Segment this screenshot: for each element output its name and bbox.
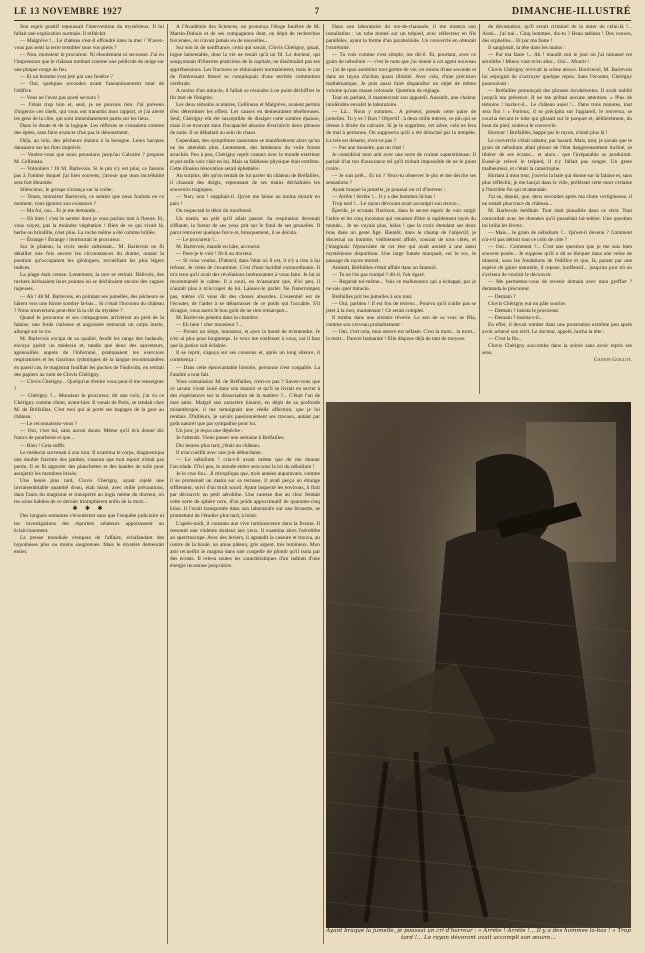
illustration-caption: Ayant braqué la jumelle, je poussai un cri d'horreur : « Arrête ! Arrête !... Il y a des hommes là-bas ! » Trop tard !... Le rayon dévorant avait accompli son œuvre... xyxy=(326,928,631,950)
article-paragraph: Le médecin survenait à son tour. Il examina le corps, diagnostiqua une double fracture des jambes, s'assura que tout espoir n'était pas perdu. Il se fit apporter des planchettes et des bandes de toile pour assujettir les membres brisés. xyxy=(14,449,164,477)
article-paragraph: Dans son laboratoire du rez-de-chaussée, il me montra son installation : un tube monté sur un trépied, avec réflecteur en fils parallèles, ayant la forme d'un parabolöide. Un couvercle en obturait l'extrémité. xyxy=(326,24,476,52)
article-paragraph: ✱ ✱ ✱ xyxy=(72,506,106,513)
article-paragraph: — Clovis Chérigny... Quelqu'un d'entre vous peut-il me renseigner ? xyxy=(14,378,164,392)
article-paragraph: — Tu vois comme c'est simple, me dit-il. Et, pourtant, avec ce grain de nébulium — c'est le nom que j'ai donné à cet agent nouveau — j'ai de quoi annihiler tout germe de vie, en moins d'une seconde et dans un rayon d'action quasi illimité. Avec cela, d'une précision mathématique. Je puis aussi faire disparaître un objet de même volume qu'une masse colossale. Question de réglage. xyxy=(326,52,476,94)
article-paragraph: M. Barlevois méditait. Tout était plausible dans ce récit. Tout concordait avec les données qu'il possédait lui-même. Une question lui brûla les lèvres : xyxy=(482,208,632,229)
article-paragraph: — Eh bien ! cher monsieur ?... xyxy=(176,321,243,328)
article-paragraph: Au surplus, dès qu'on tentait de lui parler du château de Bréfailles, il chassait des doigts, repoussant de ses mains déchaînées les souvenirs tragiques. xyxy=(170,172,320,194)
article-paragraph: A l'Académie des Sciences, un prononça l'éloge funèbre de M. Martin-Dubois et de ses compagnons dont, en dépit de recherches forcenées, on n'avait jamais eu de nouvelles... xyxy=(170,24,320,45)
article-paragraph: J'ai su, depuis, que, deux secondes après ma chute vertigineuse, il ne restait plus trace du château... xyxy=(482,194,632,208)
article-paragraph: — Oui, c'est lui, sans aucun doute. Même qu'il m'a donné dix francs de pourboire et que... xyxy=(14,428,164,442)
article-paragraph: — Dans cette épouvantable histoire, personne n'est coupable. La Fatalité a tout fait. xyxy=(170,364,320,378)
article-paragraph: — Si vous voulez. D'abord, dans l'état où il est, il n'y a rien à lui refuser. Je viens de l'examiner. C'est d'une lucidité extraordinaire. Il m'a tenu qu'il avait des révélations intéressantes à vous faire. Je lui ai recommandé le calme. Il a souri, en m'assurant que, d'ici peu, il n'aurait plus à m'occuper de lui. Laissez-le parler. Ne l'interrompez pas, même s'il vous dit des choses absurdes. L'essentiel est de l'écouter, de l'aider à se débarrasser de ce poids qui l'accable. S'il divague, vous aurez le bon goût de ne rien remarquer... xyxy=(170,258,320,314)
article-paragraph: — Pas une mouette, pas un chat ! xyxy=(332,144,405,151)
article-column-3 xyxy=(326,24,476,396)
article-paragraph: Quand le procureur et ses compagnons arrivèrent au pied de la falaise, une foule curieuse et angoissée entourait un corps inerte, allongé sur le roc. xyxy=(14,314,164,336)
article-paragraph: Je considérai mon ami avec une sorte de crainte superstitieuse. Il parlait d'un ton d'assurance tel qu'il m'était impossible de ne le point croire. xyxy=(326,151,476,172)
article-paragraph: — Bien ! Cela suffit. xyxy=(20,442,66,449)
article-paragraph: M. Barlevois pénétra dans la chambre. xyxy=(176,314,260,321)
article-paragraph: de dévastation, qu'il serait criminel de la doter de celui-là !... Ainsi... j'ai tué... Cinq hommes, dis-tu ? Beau tableau ! Des veuves, des orphelins... Et par ma faute ! xyxy=(482,24,632,45)
article-paragraph: Clovis Chérigny revivait la scène atroce. Boulversé, M. Barlevois lui enjoignit de s'octroyer quelque repos. Sans l'écouter, Chérigny poursuivait : xyxy=(482,66,632,87)
article-paragraph: — Par ma faute !... Ah ! maudit soit le jour où j'ai ramassé cet aérolithe ! Mieux vaut m'en aller... Oui... Mourir ! xyxy=(482,52,632,66)
column-rule xyxy=(479,24,480,394)
article-paragraph: Sur le plateau, la croix seule subsistait... M. Barlevois ne fit détailler une fois encore les circonstances du drame, notant la position qu'occupaient les géologues, recueillant les plus légers indices. xyxy=(14,243,164,272)
article-paragraph: La plage était creuse. Lentement, la mer se retirait. Délivrés, des rochers hérissaient leurs pointes où se déchiraient encore des vagues rageuses. xyxy=(14,272,164,293)
article-paragraph: On respectait le désir du moribond. xyxy=(176,208,253,215)
newspaper-page xyxy=(14,6,631,946)
article-paragraph: La presse mondiale s'empara de l'affaire, échafaudant des hypothèses plus ou moins saugrenues. Mais le mystère demeurait entier. xyxy=(14,534,164,555)
article-paragraph: Hurlant à mon tour, j'ouvris la baie qui donne sur la falaise et, sans plus réfléchir, je me lançai dans le vide, préférant cette mort certaine à l'horrible fin qui m'attendait. xyxy=(482,172,632,194)
article-paragraph: — Volontiers ! fit M. Barlevois. Si le pin n'y est plus, ce faisons pas à l'ombre duquel j'ai bien souvent, j'avoue que mon incrédulité sera fort ébranlée. xyxy=(14,165,164,187)
article-paragraph: — Ah ! dit M. Barlevois, en pointant ses jumelles, des pêcheurs se hâtent vers une forme sombre là-bas... Si c'était l'inconnu du château ? Nous trouverions peut-être là la clé du mystère ? xyxy=(14,293,164,314)
article-paragraph: — Chérigny ?... Monsieur le procureur, dit une voix, j'ai vu ce Chérigny comme client, avant-hier. Il venait de Paris, se rendait chez M. de Bréfailles. C'est moi qui ai porté ses bagages de la gare au château. xyxy=(14,392,164,421)
column-rule xyxy=(167,24,168,944)
article-column-2 xyxy=(170,24,320,944)
article-paragraph: Dans le doute et de la logique. Les réflexes se croisaient comme des épées, sans faire avancer d'un pas le dénouement. xyxy=(14,123,164,137)
article-paragraph: Il se reprit, s'apaya sur ses coussins et, après un long silence, il commença : xyxy=(170,350,320,364)
article-paragraph: Clovis Chérigny succomba dans la soirée sans avoir repris ses sens. xyxy=(482,343,632,357)
article-paragraph: — Oui, quelques secondes avant l'anéantissement total de l'édifice. xyxy=(14,80,164,94)
article-paragraph: — Pure-je le voir ! fit-il au docteur. xyxy=(176,251,253,257)
issue-date: LE 13 NOVEMBRE 1927 xyxy=(14,6,123,16)
article-column-1 xyxy=(14,24,164,944)
article-paragraph: Je le crus fou... Il m'expliqua que, trois années auparavant, comme il se promenait un matin sur sa terrasse, il avait perçu un étrange sifflement, suivi d'un bruit sourd. Ayant inspecté les environs, il finit par découvrir un petit aérolithe. Une caresse due au choc fendait cette sorte de sphère ocre, d'un poids approximatif de quarante-cinq kilos. Il l'avait transportée dans son laboratoire sur une brouette, se promettant de l'étudier plus tard, à loisir. xyxy=(170,470,320,520)
article-paragraph: — Prenez un siège, monsieur, et ayez la bonté de m'entendre. Je n'en ai plus pour longtemps. Je veux me confesser à vous, car il faut que la justice soit éclairée. xyxy=(170,329,320,350)
article-paragraph: Je t'attends. Viens passer une semaine à Bréfailles. xyxy=(176,435,285,442)
article-paragraph: — Regarde toi-même... Vois ce malheureux qui a échappé, par je ne sais quel miracle. xyxy=(326,279,476,293)
article-paragraph: — Non, non ! suppliait-il. Qu'on me laisse au moins mourir en paix ! xyxy=(170,194,320,208)
article-paragraph: Anéanti, Bréfailles s'était affalé dans un fauteuil. xyxy=(332,265,438,272)
article-paragraph: Déjà, au loin, des pêcheurs étaient à la besogne. Leurs barques dansaient sur les flots imprécis. xyxy=(14,137,164,151)
article-paragraph: Un matin, un prêt qu'il allait passer. Sa respiration devenait sifflante, la fureur de ses yeux prit sur le fond de ses prunelles. Il parut retrouver quelque force et, brusquement, il se décida. xyxy=(170,215,320,236)
article-paragraph: M. Barlevois, mandé en hâte, accourut. xyxy=(176,243,261,250)
article-paragraph: Trop tard !... Le rayon dévorant avait accompli son œuvre... xyxy=(332,201,461,208)
page-header xyxy=(14,6,631,21)
article-paragraph: — Malgrève !... Le château s'est-il effondré dans la mer ? N'avez-vous pas senti la terre trembler sous vos pieds ? xyxy=(14,38,164,52)
article-paragraph: — Non, monsieur le procureur. Ni éboulement ni secousse. J'ai eu l'impression que le château tombait comme une pellicule de neige sur une plaque rouge au feu. xyxy=(14,52,164,73)
article-paragraph: — Demain ? insista-t-il... xyxy=(488,314,543,321)
article-paragraph: Tout en parlant, il manœuvrait son appareil. Aussitôt, une chaleur intolérable envahit le laboratoire. xyxy=(326,94,476,109)
article-paragraph: — C'est la fin... xyxy=(488,336,522,343)
article-paragraph: Des longues semaines s'écoulèrent sans que l'enquête judiciaire ni les investigations des reporters zélateurs apportassent un éclaircissement. xyxy=(14,513,164,534)
article-paragraph: — Je suis prêt... Et toi ? Veux-tu observer le pin et me décrire tes sensations ? xyxy=(326,172,476,187)
page-number: 7 xyxy=(314,6,320,16)
article-paragraph: Sur son lit de souffrance, celui qui savait, Clovis Chérigny, gisait, logue lamentable, dont la vie ne tenait qu'à un fil. Le docteur, qui soupçonnait d'illustres praticiens de la capitale, ne dissimulait pas ses appréhensions. Les fractures se réduisaient normalement, mais le cas de l'intéressant blessé se compliquait d'une terrible commotion cérébrale. xyxy=(170,45,320,87)
article-paragraph: Clovis Chérigny eut un pâle sourire. xyxy=(488,300,567,307)
article-paragraph: Bréfailles prit les jumelles à son tour. xyxy=(332,293,413,300)
article-paragraph: Cependant, des symptômes rassurants se manifestèrent alors qu'on ne les attendait plus. Lentement, des lambeaux du voile furent arrachés. Peu à peu, Chérigny reprit contact avec le monde extérieur et put enfin voir clair en lui. Mais sa faiblesse physique était extrême. Cette illusion rénovation serait éphémère. xyxy=(170,137,320,172)
engraving-scene xyxy=(326,402,631,942)
article-paragraph: — Vous ne l'avez pas porté secours ? xyxy=(20,94,100,101)
article-paragraph: — Tu ne t'es pas trompé ? dit-il, l'air égaré. xyxy=(332,272,426,279)
article-paragraph: Il sanglotait, la tête dans les mains : xyxy=(488,45,565,52)
article-paragraph: — J'étais trop loin et, seul, je ne pouvais rien. J'ai prévenu d'urgence ces chefs, qui vous ont transmis mon rapport, et j'ai alerté les gens de la côte, qui sont immédiatement partis sur les lieux. xyxy=(14,102,164,123)
article-paragraph: — Ma foi, oui... Et je me demande... xyxy=(20,208,100,215)
article-paragraph: Un jour, je reçus une dépêche : xyxy=(176,428,243,435)
article-paragraph: Horreur ! Bréfailles, happé par le rayon, n'était plus là ! xyxy=(488,130,608,137)
article-paragraph: — Demain ? insista le procureur. xyxy=(488,307,560,314)
article-paragraph: Silencieux, le groupe s'avança sur la voûte. xyxy=(20,187,113,194)
article-paragraph: En effet, il devait tomber dans une prostration extrême peu après avoir achevé son récit. Le docteur, appelé, hocha la tête : xyxy=(482,321,632,336)
article-paragraph: — Mais... le grain de nébulium ?... Qu'est-il devenu ? Comment n'a-t-il pas détruit tout ce coin de côte ? xyxy=(482,229,632,243)
article-paragraph: — Le procureur !... xyxy=(176,236,218,243)
article-paragraph: — Là... Nous y sommes... A présent, prends cette paire de jumelles. Tu y es ? Bon ! Objectif : à deux mille mètres, ce pin qui se dresse à droite du calvaire. Si je le supprime, cet arbre, cela ne fera de mal à personne. On supposera qu'il a été déraciné par la tempête. La très est déserte, n'est-ce pas ? xyxy=(326,109,476,144)
article-paragraph: M. Barlevois excipa de sa qualité, fendit les rangs des badauds, envoya quérir un médecin et, tandis que deux des sauveteurs, agenouillés auprès de l'infortuné, pratiquaient les exercices respiratoires et les tractions rythmiques de la langue recommandées en pareil cas, le magistrat fouillait les poches de l'individu, en retirait des papiers au nom de Clovis Chérigny. xyxy=(14,336,164,378)
article-illustration xyxy=(326,402,631,942)
article-paragraph: Gaston Guillot. xyxy=(593,357,632,364)
publication-title: DIMANCHE-ILLUSTRÉ xyxy=(511,6,631,17)
article-paragraph: Son esprit positif repoussait l'intervention du mystérieux. Il lui fallait une explication normale. Il réfléchit. xyxy=(14,24,164,38)
article-paragraph: — Le reconnaissez-vous ? xyxy=(20,421,78,428)
article-paragraph: — Étrange ! Étrange ! murmurait le procureur. xyxy=(20,236,121,243)
article-paragraph: — Voulez-vous que nous poussions jusqu'au Calvaire ? propose M. Cellineau. xyxy=(14,151,164,165)
article-paragraph: — Oui... Comment ?... C'est une question que je me suis bien souvent posée... Je suppose qu'il a dû se bloquer dans une veine de minerai, sous les fondations de l'édifice et que, là, parant par une espèce de gaine naturelle, il repose, inoffensif... jusqu'au jour où on s'avisera de vouloir le découvrir. xyxy=(482,243,632,279)
article-paragraph: L'après-midi, il constata une vive luminescence dans la fissure. Il ressentit une violente douleur aux yeux. Il examina alors l'aérolithe au spectroscope. Avec des leviers, il agrandit la cassure et trouva, au centre de la boule, un amas pâteux, gris argent, très lumineux. Mon ami recueillit le magma dans une coupelle de plomb qu'il isola par des écrans. Il releva toutes les caractéristiques d'un radium d'une énergie inconnue jusqu'alors. xyxy=(170,520,320,570)
article-paragraph: — Oui, parbleu ! Il est fou de terreur... Pourvu qu'il n'aille pas se jeter à la mer, maintenant ! Ce serait complet. xyxy=(326,300,476,314)
article-paragraph: Ayant braqué la jumelle, je poussai un cri d'horreur : xyxy=(332,187,446,194)
article-paragraph: Il tomba dans une sinistre rêverie. Le son de sa voix se fêla, comme son cerveau probablement : xyxy=(326,314,476,328)
article-paragraph: — Arrête ! Arrête !... Il y a des hommes là-bas ! xyxy=(332,194,436,201)
article-columns xyxy=(14,24,631,946)
article-paragraph: Vous connaissiez M. de Bréfailles, n'est-ce pas ? Savez-vous que ce savant vivait isolé dans son manoir et qu'il se livrait en secret à des expériences sur la dissociation de la matière ?... C'était l'un de mes amis. Malgré son caractère bizarre, en dépit de sa profonde misanthropie, il me témoignait une réelle affection, que je lui rendais. D'ailleurs, je savais passionnément ses travaux, autant par goût naturel que par sympathie pour lui. xyxy=(170,378,320,428)
article-paragraph: — Et un homme s'est jeté par une fenêtre ? xyxy=(20,73,113,80)
article-paragraph: — Bréfailles prononçait des phrases incohérentes. Il avait oublié jusqu'à ma présence. Il ne me prêtait aucune attention. « Plus de témoins ! hurla-t-il... Le château aussi !... Dans trois minutes, tout sera fini ! » Furieux, il se précipita sur l'appareil, le renversa, se coucha devant le tube qui glissait sur le parquet et, délibérément, du bout du pied, souleva le couvercle. xyxy=(482,87,632,130)
column-rule xyxy=(323,24,324,944)
article-paragraph: Dix heures plus tard, j'étais au château. xyxy=(176,442,261,449)
article-paragraph: A moins d'un miracle, il fallait se résoudre à ne point déchiffrer le fin mot de l'énigme. xyxy=(170,87,320,101)
article-paragraph: Une heure plus tard, Clovis Chérigny, ayant rejeté une invraisemblable quantité d'eau, était hissé, avec mille précautions, dans l'auto du magistrat et transporté au logis même du docteur, où les soins habiles de ce dernier triomphèrent enfin de la mort... xyxy=(14,478,164,506)
article-paragraph: Il m'accueillit avec une joie débordante. xyxy=(176,449,262,456)
article-paragraph: — Tenez, monsieur Barlevois, ce sentier que nous foulons en ce moment, vous ignorez son existence ? xyxy=(14,194,164,208)
article-paragraph: Le couvercle s'était rabattu, par hasard. Mais, moi, je savais que le grain de nébulium allait plisser de l'état dangereusement incliné, se libérer de ses écrans... et alors... que l'irréparable se produirait. Eussé-je relevé le trépied, il n'y fallait pas songer. Un geste malheureux, et c'était la catastrophe. xyxy=(482,137,632,172)
article-paragraph: — Eh bien ! c'est le sentier dont je vous parlais tout à l'heure. Et, vous voyez, pas la moindre végétation ! Rien de ce qui vivait là, herbe ou brindille, n'est plus. La roche même a été comme brûlée. xyxy=(14,215,164,236)
article-paragraph: — Me permettez-vous de revenir demain avec mon greffier ? demanda le procureur. xyxy=(482,279,632,293)
article-paragraph: — Le nébulium ! cria-t-il avant même que de me donner l'accolade. D'ici peu, le monde entier sera sous la loi du nébulium ! xyxy=(170,456,320,470)
article-paragraph: Les deux témoins oculaires, Cellineau et Malgrève, avaient permis d'en déterminer les effets. Les causes en demeuraient ténébreuses. Seul, Chérigny eût été susceptible de dissiper cette sombre épaisse, mais il se trouvait dans l'incapacité absolue d'esclaircir deux phrases de suite. Il se débattait au sein du chaos. xyxy=(170,102,320,137)
article-paragraph: — Demain ? xyxy=(488,293,516,300)
article-paragraph: Éperdu, je scrutais l'horizon, dans le secret espoir de voir surgir l'arbre et les cinq inconnus qui venaient d'être si rapidement rayés du monde... Je ne voyais plus, hélas ! que la croix étendant ses deux bras dans un geste figé. Bientôt, dans le champ de l'objectif, je discernai un homme, visiblement affolé, courant de tous côtés, et j'imaginais l'épouvante de cet être qui avait assisté à une aussi mystérieuse disparition. Une large fumée marquait, sur le roc, le passage du rayon mortel. xyxy=(326,208,476,265)
article-paragraph: — Oui, c'est cela, mon œuvre est néfaste. C'est la mort... la mort... la mort... Pauvre humanité ! Elle dispose déjà de tant de moyens xyxy=(326,329,476,343)
